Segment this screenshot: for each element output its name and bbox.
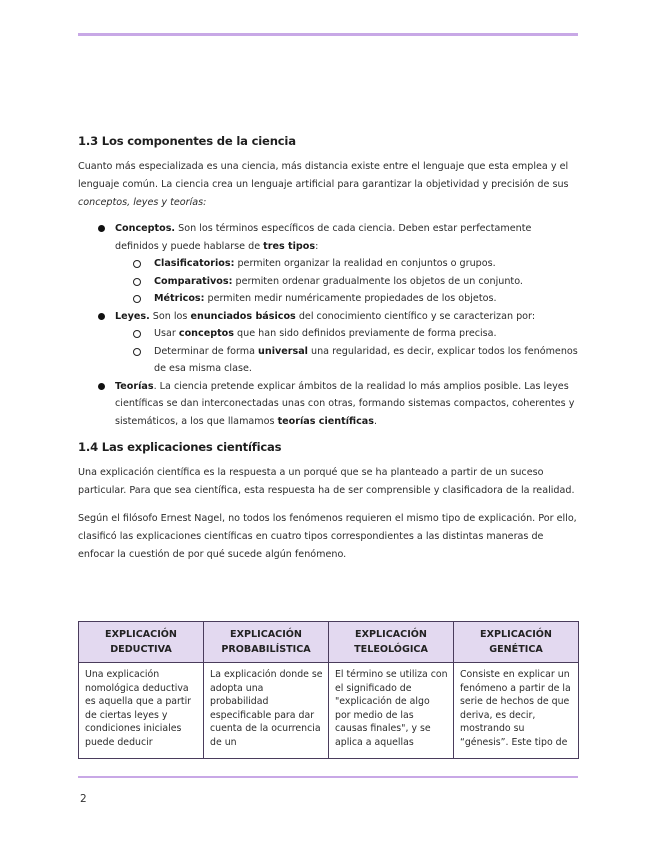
section-title-1-3: 1.3 Los componentes de la ciencia [78, 134, 296, 148]
conceptos-text-end: : [315, 240, 319, 252]
table-cell-deductiva: Una explicación nomológica deductiva es aquella que a partir de ciertas leyes y condiciones iniciales puede deducir [79, 663, 204, 759]
intro-paragraph [78, 158, 578, 212]
table-cell-probabilistica: La explicación donde se adopta una probabilidad especificable para dar cuenta de la ocurrencia de un [204, 663, 329, 759]
table-header-teleologica: EXPLICACIÓN TELEOLÓGICA [329, 622, 454, 663]
subitem-text: permiten medir numéricamente propiedades de los objetos. [204, 293, 497, 304]
intro-text: Cuanto más especializada es una ciencia, más distancia existe entre el lenguaje que esta emplea y el lenguaje común. La ciencia crea un lenguaje artificial para garantizar la objetividad y precisión de sus [78, 161, 569, 190]
list-item-teorias [78, 378, 578, 431]
subitem-text: una regularidad, es decir, explicar todos los fenómenos de esa misma clase. [154, 345, 578, 374]
conceptos-bold: tres tipos [263, 240, 316, 252]
teorias-bold: teorías científicas [277, 415, 374, 427]
header-rule [78, 33, 578, 36]
subitem-text: permiten ordenar gradualmente los objetos de un conjunto. [232, 275, 523, 287]
components-list [78, 220, 578, 430]
subitem-comparativos [115, 273, 578, 291]
list-item-leyes [78, 308, 578, 378]
footer-rule [78, 776, 578, 778]
subitem-label: Clasificatorios: [154, 258, 235, 269]
subitem-metricos [115, 290, 578, 308]
spacer [78, 500, 578, 510]
subitem-text: Usar [154, 328, 179, 339]
conceptos-text: Son los términos específicos de cada ciencia. Deben estar perfectamente definidos y puede hablarse de [115, 223, 532, 252]
leyes-sublist [115, 325, 578, 378]
table-row [79, 663, 579, 759]
subitem-text: permiten organizar la realidad en conjuntos o grupos. [234, 258, 496, 269]
leyes-label: Leyes. [115, 310, 150, 322]
subitem-label: Comparativos: [154, 275, 233, 287]
leyes-text-end: del conocimiento científico y se caracterizan por: [295, 310, 536, 322]
conceptos-sublist [115, 255, 578, 308]
subitem-text: Determinar de forma [154, 345, 259, 357]
table-cell-genetica: Consiste en explicar un fenómeno a partir de la serie de hechos de que deriva, es decir, mostrando su “génesis”. Este tipo de [454, 663, 579, 759]
page-number: 2 [80, 793, 87, 805]
teorias-label: Teorías [115, 380, 154, 392]
intro-emphasis: conceptos, leyes y teorías: [78, 197, 207, 208]
subitem-clasificatorios [115, 255, 578, 273]
table-cell-teleologica: El término se utiliza con el significado de "explicación de algo por medio de las causas finales", y se aplica a aquellas [329, 663, 454, 759]
subitem-usar-conceptos [115, 325, 578, 343]
subitem-determinar [115, 343, 578, 378]
explicaciones-paragraph-1: Una explicación científica es la respuesta a un porqué que se ha planteado a partir de un suceso particular. Para que sea científica, esta respuesta ha de ser comprensible y clasificadora de la realidad. [78, 467, 575, 496]
explicaciones-paragraph-2: Según el filósofo Ernest Nagel, no todos los fenómenos requieren el mismo tipo de explicación. Por ello, clasificó las explicaciones científicas en cuatro tipos correspondientes a las distintas maneras de enfocar la cuestión de por qué sucede algún fenómeno. [78, 513, 577, 560]
list-item-conceptos [78, 220, 578, 308]
table-header-genetica: EXPLICACIÓN GENÉTICA [454, 622, 579, 663]
spacer [78, 430, 578, 440]
subitem-bold: universal [258, 345, 308, 357]
page-body [78, 134, 578, 564]
explicaciones-table [78, 621, 579, 759]
table-header-probabilistica: EXPLICACIÓN PROBABILÍSTICA [204, 622, 329, 663]
subitem-label: Métricos: [154, 293, 205, 304]
teorias-text: . La ciencia pretende explicar ámbitos de la realidad lo más amplios posible. Las leyes científicas se dan interconectadas unas con otras, formando sistemas compactos, coherentes y sistemáticos, a los que llamamos [115, 380, 575, 427]
teorias-text-end: . [373, 415, 378, 427]
leyes-text: Son los [149, 310, 191, 322]
subitem-bold: conceptos [178, 328, 234, 339]
leyes-bold: enunciados básicos [190, 310, 296, 322]
table-header-deductiva: EXPLICACIÓN DEDUCTIVA [79, 622, 204, 663]
section-title-1-4: 1.4 Las explicaciones científicas [78, 440, 282, 454]
subitem-text: que han sido definidos previamente de forma precisa. [233, 328, 497, 339]
conceptos-label: Conceptos. [115, 223, 176, 234]
table-header-row [79, 622, 579, 663]
